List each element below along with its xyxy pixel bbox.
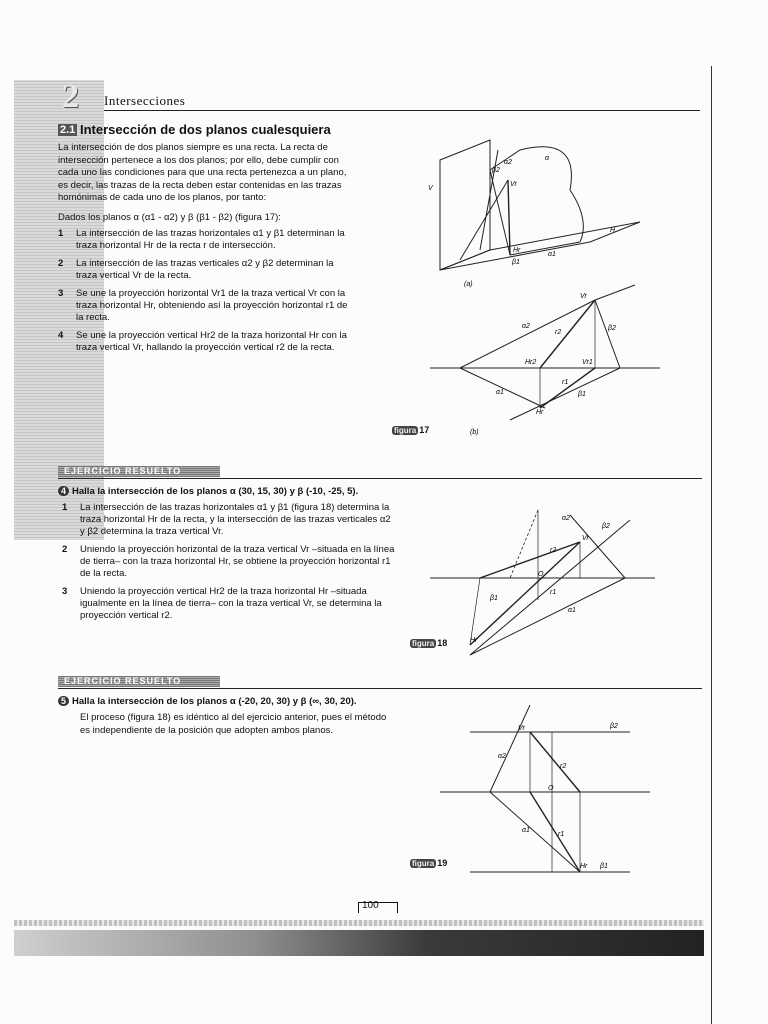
beta1-trace xyxy=(510,368,620,420)
label-Hr: Hr xyxy=(536,409,544,416)
list-item xyxy=(58,228,348,252)
label-r2: r2 xyxy=(555,329,562,336)
list-item: 3 Uniendo la proyección vertical Hr2 de la traza horizontal Hr –situada igualmente en la línea de tierra– con la traza vertical Vr, se determina la proyección vertical r2. xyxy=(62,586,382,621)
figure-17-tag: figura 17 xyxy=(394,425,430,435)
exercise1-steps xyxy=(62,502,396,628)
hidden-line xyxy=(510,510,538,578)
label-H: H xyxy=(610,227,616,234)
figure-18-tag: figura 18 xyxy=(412,638,448,648)
beta2-trace xyxy=(595,300,620,368)
label-Vr: Vr xyxy=(518,725,525,732)
label-Hr2: Hr2 xyxy=(525,359,537,366)
exercise-statement: 5 Halla la intersección de los planos α (-20, 20, 30) y β (∞, 30, 20). xyxy=(58,696,398,707)
label-alpha2: α2 xyxy=(522,323,530,330)
figure-19-tag: figura 19 xyxy=(412,858,448,868)
exercise-statement: 4 Halla la intersección de los planos α (30, 15, 30) y β (-10, -25, 5). xyxy=(58,486,388,497)
alpha2-trace xyxy=(570,515,625,578)
figure-17a-diagram xyxy=(420,130,660,290)
label-beta1: β1 xyxy=(578,391,586,398)
figure-19-diagram xyxy=(440,700,660,880)
label-Hr: Hr xyxy=(513,247,521,254)
label-alpha1: α1 xyxy=(496,389,504,396)
label-r1: r1 xyxy=(562,379,569,386)
step-number: 2 xyxy=(58,258,64,269)
label-beta2: β2 xyxy=(608,325,616,332)
sub-b: (b) xyxy=(470,429,479,436)
label-beta1: β1 xyxy=(600,863,608,870)
alpha2-trace xyxy=(490,705,530,792)
label-beta2: β2 xyxy=(602,523,610,530)
sub-a: (a) xyxy=(464,281,473,288)
label-alpha1: α1 xyxy=(548,251,556,258)
footer-band xyxy=(14,930,704,956)
intersection-line-r xyxy=(508,180,510,255)
projection-r1 xyxy=(470,542,580,645)
beta2-trace xyxy=(480,150,498,250)
footer-stripe xyxy=(14,920,704,926)
label-r1: r1 xyxy=(550,589,557,596)
intro-paragraph: La intersección de dos planos siempre es una recta. La recta de intersección pertenece a los dos planos; por ello, debe cumplir con cada uno las condiciones para que una recta pertenezca a un plano, es decir, las trazas de la recta deben estar contenidas en las trazas homónimas de cada uno de los planos, por tanto: xyxy=(58,142,347,203)
step-text: Se une la proyección horizontal Vr1 de la traza vertical Vr con la traza horizontal Hr, obteniendo así la proyección horizontal r1 de la recta. xyxy=(76,288,348,323)
label-alpha2: α2 xyxy=(562,515,570,522)
label-alpha2: α2 xyxy=(504,159,512,166)
chapter-rule xyxy=(104,110,700,111)
steps-list xyxy=(58,228,348,360)
exercise-number: 4 xyxy=(58,486,69,496)
projection-r2 xyxy=(540,300,595,368)
vertical-plane xyxy=(440,140,490,270)
label-alpha: α xyxy=(545,155,549,162)
projection-r2 xyxy=(480,542,580,578)
list-item xyxy=(58,330,348,354)
exercise2-text: El proceso (figura 18) es idéntico al del ejercicio anterior, pues el método es independiente de la posición que adopten ambos planos. xyxy=(80,712,387,736)
label-beta2: β2 xyxy=(492,167,500,174)
figure-18-diagram xyxy=(430,490,660,670)
label-O: O xyxy=(538,571,544,578)
list-item xyxy=(58,288,348,324)
alpha1-trace xyxy=(490,792,580,872)
step-number: 1 xyxy=(58,228,64,239)
chapter-title: Intersecciones xyxy=(104,93,186,108)
label-beta1: β1 xyxy=(512,259,520,266)
alpha1-trace xyxy=(460,368,545,408)
alpha2-trace xyxy=(460,300,595,368)
label-r2: r2 xyxy=(560,763,567,770)
label-Vr: Vr xyxy=(510,181,517,188)
step-number: 3 xyxy=(58,288,64,299)
projection-r2 xyxy=(530,732,580,792)
label-beta1: β1 xyxy=(490,595,498,602)
alpha2-trace xyxy=(490,170,510,255)
label-Vr: Vr xyxy=(580,293,587,300)
label-Vr: Vr xyxy=(582,535,589,542)
exercise-banner: EJERCICIO RESUELTO xyxy=(58,676,220,687)
given-planes: Dados los planos α (α1 - α2) y β (β1 - β2) (figura 17): xyxy=(58,212,281,223)
figure-17b-diagram xyxy=(430,280,670,440)
label-Vr1: Vr1 xyxy=(582,359,593,366)
label-O: O xyxy=(548,785,554,792)
step-text: La intersección de las trazas verticales α2 y β2 determinan la traza vertical Vr de la recta. xyxy=(76,258,334,281)
label-alpha1: α1 xyxy=(568,607,576,614)
exercise-number: 5 xyxy=(58,696,69,706)
label-alpha1: α1 xyxy=(522,827,530,834)
exercise-rule xyxy=(58,478,702,479)
chapter-number: 2 xyxy=(62,78,79,115)
page-number: 100 xyxy=(362,900,379,911)
section-number: 2.1 xyxy=(60,124,76,136)
label-alpha2: α2 xyxy=(498,753,506,760)
list-item: 2 Uniendo la proyección horizontal de la traza vertical Vr –situada en la línea de tierra– con la traza horizontal Hr, se obtiene la proyección horizontal r1 de la recta. xyxy=(62,544,395,579)
label-beta2: β2 xyxy=(610,723,618,730)
section-title: Intersección de dos planos cualesquiera xyxy=(80,122,331,137)
exercise-rule xyxy=(58,688,702,689)
list-item xyxy=(58,258,348,282)
recall-line-Hr xyxy=(470,578,480,645)
step-text: Se une la proyección vertical Hr2 de la traza horizontal Hr con la traza vertical Vr, hallando la proyección vertical r2 de la recta. xyxy=(76,330,347,353)
projection-r1 xyxy=(540,368,595,408)
label-Hr: Hr xyxy=(580,863,588,870)
label-V: V xyxy=(428,185,433,192)
label-r2: r2 xyxy=(550,547,557,554)
label-r1: r1 xyxy=(558,831,565,838)
label-Hr: Hr xyxy=(470,637,478,644)
page-right-border xyxy=(711,66,712,1024)
step-text: La intersección de las trazas horizontales α1 y β1 determinan la traza horizontal Hr de la recta r de intersección. xyxy=(76,228,345,251)
list-item: 1 La intersección de las trazas horizontales α1 y β1 (figura 18) determina la traza horizontal Hr de la recta, y la intersección de las trazas verticales α2 y β2 determina la traza vertical Vr. xyxy=(62,502,391,537)
step-number: 4 xyxy=(58,330,64,341)
exercise-banner: EJERCICIO RESUELTO xyxy=(58,466,220,477)
alpha2-extension xyxy=(595,285,635,300)
projection-r1 xyxy=(530,792,580,872)
